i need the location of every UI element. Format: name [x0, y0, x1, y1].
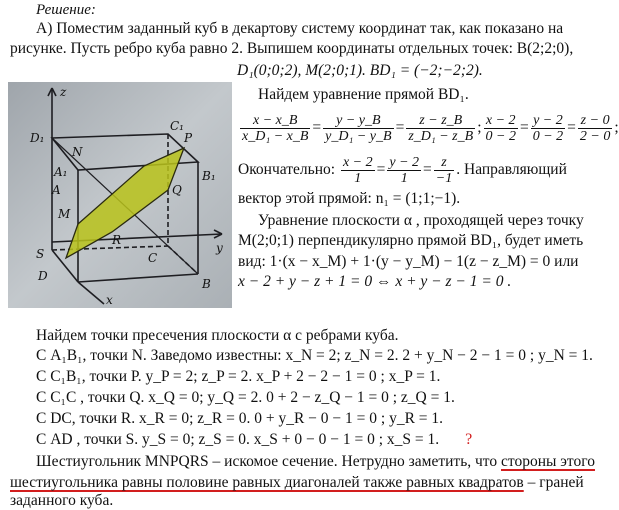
point-row-q: С C₁C , точки Q. x_Q = 0; y_Q = 2. 0 + 2 − z_Q − 1 = 0 ; z_Q = 1. — [36, 389, 455, 406]
intro-line-1: А) Поместим заданный куб в декартову систему координат так, как показано на — [36, 20, 564, 37]
plane-line-1: Уравнение плоскости α , проходящей через точку — [258, 212, 584, 229]
conclusion-line-2: шестиугольника равны половине равных диагоналей также равных квадратов – граней — [10, 474, 584, 491]
conclusion-line-1: Шестиугольник MNPQRS – искомое сечение. Нетрудно заметить, что стороны этого — [36, 453, 595, 470]
label-c1: C₁ — [170, 119, 184, 133]
label-q: Q — [172, 183, 182, 197]
red-underlined-phrase-2: шестиугольника равны половине равных диагоналей также равных квадратов — [10, 474, 524, 491]
label-y: y — [216, 241, 223, 255]
frac-final-z: $\frac{z}{-1}$ — [435, 154, 453, 186]
label-n: N — [72, 145, 83, 159]
points-heading: Найдем точки пресечения плоскости α с ребрами куба. — [36, 327, 399, 344]
line-equation-general: $\frac{x - x\_B}{\text{x\_D₁ − x\_B}}$ = $\frac{y - y\_B}{\text{y\_D₁ − y\_B}}$ = $\frac{z - z\_B}{\text{z\_D₁ − z\_B}}$ ; $\frac{x - 2}{0 - 2}$ = $\frac{y - 2}{0 - 2}$ = $\frac{z - 0}{2 - 0}$ ; — [242, 112, 619, 144]
point-row-n: С A₁B₁, точки N. Заведомо известны: x_N = 2; z_N = 2. 2 + y_N − 2 − 1 = 0 ; y_N = 1. — [36, 347, 593, 364]
label-b1: B₁ — [202, 169, 216, 183]
cube-photo — [8, 82, 232, 308]
frac-final-y: $\frac{y - 2}{1}$ — [389, 154, 420, 186]
point-row-s: С AD , точки S. y_S = 0; z_S = 0. x_S + 0 − 0 − 1 = 0 ; x_S = 1. ? — [36, 431, 473, 448]
label-d1: D₁ — [30, 131, 45, 145]
frac-sub-z: $\frac{z - 0}{2 - 0}$ — [579, 112, 611, 144]
plane-line-3: вид: 1·(x − x_M) + 1·(y − y_M) − 1(z − z_M) = 0 или — [238, 253, 579, 270]
label-a: A — [52, 183, 61, 197]
conclusion-line-3: заданного куба. — [10, 492, 114, 509]
direction-vector-text: вектор этой прямой: n₁ = (1;1;−1). — [238, 190, 461, 207]
point-row-r: С DC, точки R. x_R = 0; z_R = 0. 0 + y_R − 0 − 1 = 0 ; y_R = 1. — [36, 410, 444, 427]
red-underlined-phrase-1: стороны этого — [501, 453, 595, 470]
label-p: P — [184, 131, 193, 145]
frac-sub-y: $\frac{y - 2}{0 - 2}$ — [532, 112, 564, 144]
line-equation-final: Окончательно: $\frac{x - 2}{1}$ = $\frac{y - 2}{1}$ = $\frac{z}{-1}$ . Направляющий — [238, 154, 567, 186]
find-line-text: Найдем уравнение прямой BD₁. — [258, 86, 469, 103]
frac-general-x: $\frac{x - x\_B}{\text{x\_D₁ − x\_B}}$ — [242, 112, 309, 144]
solution-title: Решение: — [36, 2, 96, 18]
label-c: C — [148, 251, 158, 265]
frac-final-x: $\frac{x - 2}{1}$ — [342, 154, 373, 186]
label-s: S — [36, 247, 45, 261]
red-question-mark: ? — [465, 431, 473, 448]
frac-general-y: $\frac{y - y\_B}{\text{y\_D₁ − y\_B}}$ — [325, 112, 392, 144]
label-m: M — [58, 207, 71, 221]
frac-general-z: $\frac{z - z\_B}{\text{z\_D₁ − z\_B}}$ — [408, 112, 474, 144]
plane-line-4: x − 2 + y − z + 1 = 0 ⇔ x + y − z − 1 = 0 . — [238, 273, 512, 290]
label-z: z — [60, 85, 67, 99]
plane-line-2: M(2;0;1) перпендикулярно прямой BD₁, будет иметь — [238, 232, 584, 249]
point-row-p: С C₁B₁, точки P. y_P = 2; z_P = 2. x_P + 2 − 2 − 1 = 0 ; x_P = 1. — [36, 368, 441, 385]
intro-line-3: D₁(0;0;2), M(2;0;1). BD₁ = (−2;−2;2). — [237, 62, 483, 79]
label-x: x — [106, 293, 113, 307]
frac-sub-x: $\frac{x - 2}{0 - 2}$ — [485, 112, 516, 144]
label-a1: A₁ — [54, 165, 68, 179]
label-r: R — [112, 233, 122, 247]
label-b: B — [202, 277, 211, 291]
label-d: D — [38, 269, 48, 283]
intro-line-2: рисунке. Пусть ребро куба равно 2. Выпишем координаты отдельных точек: B(2;2;0), — [10, 40, 574, 57]
